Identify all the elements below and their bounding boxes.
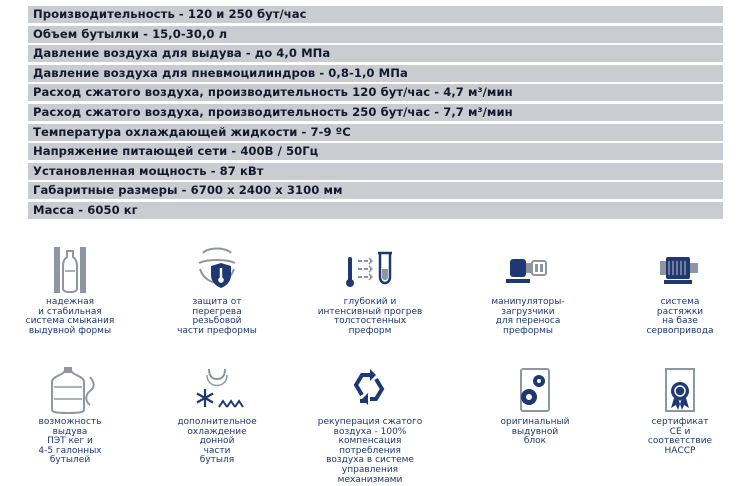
feature-manipulators: [468, 245, 588, 336]
feature-label: надежная и стабильная система смыкания выдувной формы: [25, 297, 115, 336]
feature-mold-clamping: [10, 245, 130, 336]
recycle-arrows-icon: [340, 365, 400, 415]
gears-mold-icon: [505, 365, 565, 415]
feature-original-blow-block: [475, 365, 595, 447]
feature-label: возможность выдува ПЭТ кег и 4-5 галонных бутылей: [38, 417, 102, 466]
spec-dimensions: Габаритные размеры - 6700 х 2400 х 3100 мм: [28, 182, 723, 199]
manipulator-loader-icon: [498, 245, 558, 295]
feature-servo-stretch: [620, 245, 740, 336]
feature-keg-blowing: [10, 365, 130, 466]
spec-coolant-temperature: Температура охлаждающей жидкости - 7-9 ºС: [28, 124, 723, 141]
feature-thread-protection: [157, 245, 277, 336]
water-bottle-icon: [40, 365, 100, 415]
certificate-seal-icon: [650, 365, 710, 415]
feature-ce-haccp: [620, 365, 740, 456]
spec-mass: Масса - 6050 кг: [28, 202, 723, 219]
spec-air-consumption-250: Расход сжатого воздуха, производительность 250 бут/час - 7,7 м³/мин: [28, 104, 723, 121]
specifications-list: [28, 6, 723, 222]
thread-protection-shield-icon: [187, 245, 247, 295]
feature-label: оригинальный выдувной блок: [500, 417, 570, 447]
feature-label: защита от перегрева резьбовой части преформы: [177, 297, 257, 336]
spec-bottle-volume: Объем бутылки - 15,0-30,0 л: [28, 26, 723, 43]
spec-pneumatic-pressure: Давление воздуха для пневмоцилиндров - 0,8-1,0 МПа: [28, 65, 723, 82]
thermometer-heating-icon: [340, 245, 400, 295]
spec-voltage: Напряжение питающей сети - 400В / 50Гц: [28, 143, 723, 160]
snowflake-cooling-icon: [187, 365, 247, 415]
spec-installed-power: Установленная мощность - 87 кВт: [28, 163, 723, 180]
spec-air-consumption-120: Расход сжатого воздуха, производительность 120 бут/час - 4,7 м³/мин: [28, 84, 723, 101]
feature-label: рекуперация сжатого воздуха - 100% компенсация потребления воздуха в системе управления механизмами: [317, 417, 423, 485]
preform-mold-icon: [40, 245, 100, 295]
feature-label: глубокий и интенсивный прогрев толстостенных преформ: [317, 297, 423, 336]
servo-motor-icon: [650, 245, 710, 295]
feature-label: сертификат СЕ и соответствие НАССР: [647, 417, 713, 456]
spec-productivity: Производительность - 120 и 250 бут/час: [28, 6, 723, 23]
feature-label: дополнительное охлаждение донной части бутыля: [177, 417, 257, 466]
feature-deep-heating: [310, 245, 430, 336]
spec-blow-pressure: Давление воздуха для выдува - до 4,0 МПа: [28, 45, 723, 62]
feature-air-recuperation: [310, 365, 430, 485]
feature-label: система растяжки на базе сервопривода: [646, 297, 714, 336]
feature-label: манипуляторы- загрузчики для переноса преформы: [491, 297, 565, 336]
feature-bottom-cooling: [157, 365, 277, 466]
